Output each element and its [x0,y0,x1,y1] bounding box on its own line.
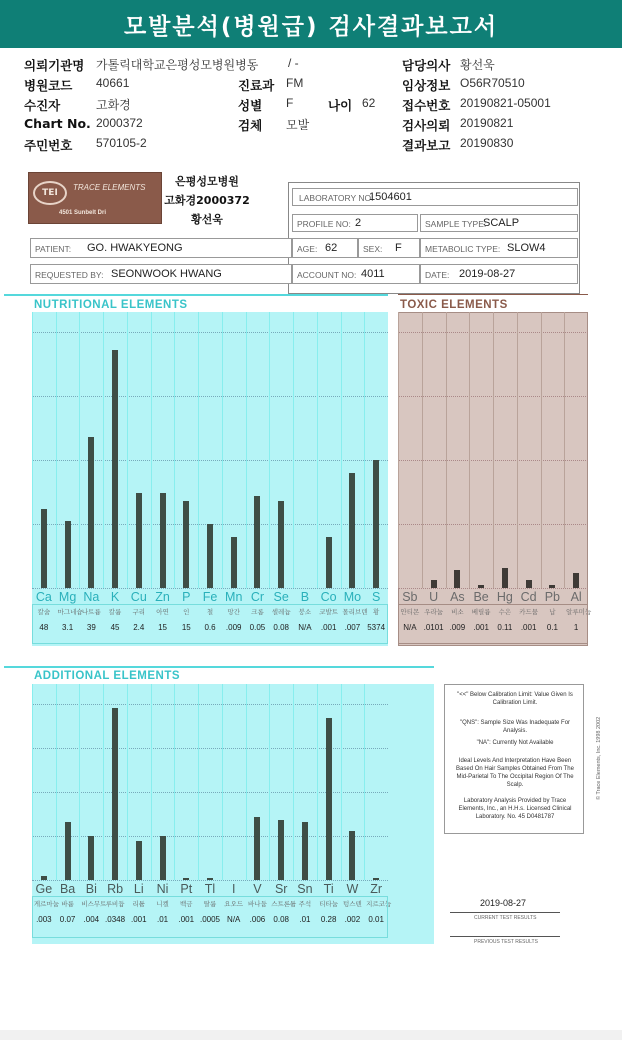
element-symbol-rb: Rb [107,882,124,896]
column-divider [341,312,342,588]
requested-value: SEONWOOK HWANG [111,268,222,280]
element-symbol-pb: Pb [544,590,561,604]
element-korean-u: 우라늄 [424,608,444,616]
column-divider [198,312,199,588]
clinical-info-value: O56R70510 [460,76,525,90]
element-value-u: .0101 [423,623,444,632]
column-divider [32,312,33,588]
result-rows-frame [32,604,388,644]
gridline [32,460,388,461]
element-symbol-bi: Bi [85,882,97,896]
bar-ba [65,822,71,880]
trace-elements-logo [28,172,162,224]
report-date-value: 20190830 [460,136,514,150]
gridline [32,332,388,333]
patient-box [30,238,292,258]
column-divider [293,684,294,880]
element-value-sr: 0.08 [273,915,289,924]
result-rows-frame [398,604,592,644]
element-korean-mg: 마그네슘 [57,608,83,616]
request-date-label: 검사의뢰 [402,118,451,133]
element-symbol-se: Se [273,590,289,604]
bar-ge [41,876,47,880]
element-korean-se: 셀레늄 [271,608,291,616]
bar-ti [326,718,332,880]
department-value: FM [286,76,304,90]
institution-label: 의뢰기관명 [24,58,85,73]
element-symbol-s: S [371,590,381,604]
element-symbol-pt: Pt [180,882,193,896]
report-sex-label: SEX: [363,244,383,254]
patient-info-panel [0,50,622,154]
lab-report-scan [0,160,622,1030]
column-divider [103,684,104,880]
element-value-be: .001 [473,623,489,632]
note-na: "NA": Currently Not Available [476,740,554,746]
receipt-no-value: 20190821-05001 [460,96,551,110]
bar-zr [373,878,379,880]
metabolic-box [420,238,578,258]
element-symbol-hg: Hg [496,590,513,604]
element-symbol-sr: Sr [274,882,288,896]
bar-s [373,460,379,588]
stamp-line-2: 고화경2000372 [164,194,250,207]
institution-value: 가톨릭대학교은평성모병원병동 [96,58,259,72]
report-title: 모발분석(병원급) 검사결과보고서 [0,0,622,48]
element-value-ti: 0.28 [320,915,337,924]
sign-caption-previous: PREVIOUS TEST RESULTS [474,939,538,945]
gridline [32,836,388,837]
examinee-value: 고화경 [96,98,131,112]
bar-sr [278,820,284,880]
bar-w [349,831,355,880]
element-value-pb: 0.1 [546,623,558,632]
account-label: ACCOUNT NO: [297,270,357,280]
hospital-stamp [164,172,250,230]
bottom-strip [0,1030,622,1040]
clinical-info-label: 임상정보 [402,78,451,93]
element-symbol-co: Co [320,590,337,604]
gridline [32,880,388,881]
column-divider [246,684,247,880]
sex-label: 성별 [238,98,263,113]
bar-ni [160,836,166,880]
column-divider [469,312,470,588]
element-symbol-cd: Cd [520,590,537,604]
column-divider [127,312,128,588]
element-symbol-mg: Mg [58,590,77,604]
column-divider [151,312,152,588]
column-divider [174,312,175,588]
element-korean-s: 황 [372,608,380,616]
toxic-chart [398,312,592,646]
bar-mo [349,473,355,588]
examinee-label: 수진자 [24,98,61,113]
patient-label: PATIENT: [35,244,72,254]
element-symbol-w: W [346,882,359,896]
column-divider [246,312,247,588]
column-divider [422,312,423,588]
element-korean-mn: 망간 [227,608,240,616]
stamp-line-3: 황선욱 [191,213,223,226]
element-symbol-ni: Ni [156,882,169,896]
logo-emblem-icon: TEI [33,181,67,205]
bar-mg [65,521,71,588]
chart-no-label: Chart No. [24,116,91,131]
sign-line [450,912,560,913]
date-box [420,264,578,284]
bar-li [136,841,142,880]
report-age-label: AGE: [297,244,318,254]
requested-box [30,264,292,284]
element-korean-ni: 니켈 [156,900,169,908]
sign-date: 2019-08-27 [480,898,527,908]
bar-bi [88,836,94,880]
bar-na [88,437,94,588]
bar-pb [549,585,555,588]
element-value-sn: .01 [299,915,311,924]
element-value-mo: .007 [344,623,361,632]
note-qns: "QNS": Sample Size Was Inadequate For Analysis. [459,720,571,734]
element-korean-zr: 지르코늄 [366,900,392,908]
department-label: 진료과 [238,78,275,93]
element-korean-sb: 안티몬 [400,608,420,616]
report-sex-value: F [395,242,402,254]
date-label: DATE: [425,270,450,280]
element-value-li: .001 [131,915,147,924]
patient-value: GO. HWAKYEONG [87,242,183,254]
element-value-se: 0.08 [273,623,289,632]
element-symbol-zr: Zr [370,882,383,896]
stamp-line-1: 은평성모병원 [175,175,239,188]
column-divider [364,684,365,880]
bar-v [254,817,260,880]
element-korean-hg: 수은 [498,608,512,616]
column-divider [541,312,542,588]
element-korean-ba: 바륨 [61,900,74,908]
element-value-al: 1 [573,623,579,632]
element-korean-tl: 탈륨 [203,900,217,908]
element-symbol-cr: Cr [250,590,265,604]
profile-label: PROFILE NO: [297,219,351,229]
lab-no-value: 1504601 [369,191,412,203]
bar-hg [502,568,508,588]
note-ideal-levels: Ideal Levels And Interpretation Have Been Based On Hair Samples Obtained From The Mid-Parietal To The Occipital Region Of The Scalp. [456,758,574,788]
column-divider [222,684,223,880]
element-value-na: 39 [86,623,96,632]
bar-pt [183,878,189,880]
element-value-k: 45 [110,623,120,632]
element-symbol-cu: Cu [130,590,147,604]
element-symbol-ca: Ca [35,590,52,604]
request-date-value: 20190821 [460,116,514,130]
element-value-sb: N/A [403,623,417,632]
element-symbol-zn: Zn [155,590,170,604]
column-divider [446,312,447,588]
gridline [398,588,588,589]
element-korean-be: 베릴륨 [471,608,491,616]
bar-ca [41,509,47,588]
element-korean-mo: 몰리브덴 [342,608,368,616]
element-symbol-al: Al [570,590,582,604]
date-value: 2019-08-27 [459,268,516,280]
bar-se [278,501,284,588]
report-date-label: 결과보고 [402,138,451,153]
copyright: © Trace Elements, Inc. 1998 2002 [596,716,602,800]
element-korean-fe: 철 [206,608,214,616]
column-divider [32,684,33,880]
column-divider [56,312,57,588]
bar-tl [207,878,213,880]
nutritional-title: NUTRITIONAL ELEMENTS [34,299,188,311]
element-symbol-ba: Ba [59,882,76,896]
doctor-value: 황선욱 [460,58,495,72]
sample-type-label: SAMPLE TYPE: [425,219,487,229]
element-korean-co: 코발트 [319,608,339,616]
gridline [32,748,388,749]
additional-title: ADDITIONAL ELEMENTS [34,670,181,682]
column-divider [293,312,294,588]
column-divider [103,312,104,588]
gridline [32,704,388,705]
element-korean-i: 요오드 [224,900,244,908]
bar-k [112,350,118,588]
element-value-cu: 2.4 [133,623,145,632]
element-korean-ge: 게르마늄 [33,900,59,908]
nutritional-rule [4,294,388,296]
sex-value: F [286,96,294,110]
column-divider [56,684,57,880]
element-korean-ca: 칼슘 [37,608,51,616]
gridline [32,588,388,589]
element-korean-k: 칼륨 [108,608,122,616]
specimen-label: 검체 [238,118,263,133]
element-korean-cd: 카드뮴 [519,608,539,616]
bar-sn [302,822,308,880]
doctor-label: 담당의사 [402,58,451,73]
gridline [32,792,388,793]
column-divider [398,312,399,588]
element-value-mg: 3.1 [62,623,74,632]
result-rows-frame [32,896,392,938]
element-korean-sr: 스트론튬 [271,900,297,908]
element-symbol-b: B [300,590,310,604]
sample-type-value: SCALP [483,217,520,229]
element-value-pt: .001 [178,915,195,924]
institution-ward: / - [288,56,299,70]
column-divider [517,312,518,588]
metabolic-label: METABOLIC TYPE: [425,244,501,254]
element-korean-cr: 크롬 [251,608,264,616]
requested-label: REQUESTED BY: [35,270,104,280]
element-symbol-i: I [231,882,236,896]
element-value-ni: .01 [156,915,169,924]
note-laboratory: Laboratory Analysis Provided by Trace Elements, Inc., an H.H.s. Licensed Clinical Laboratory. No. 45 D0481787 [458,798,572,820]
column-divider [198,684,199,880]
element-value-co: .001 [320,623,337,632]
bar-co [326,537,332,588]
sex-box [358,238,420,258]
element-value-i: N/A [227,915,241,924]
account-value: 4011 [361,268,385,280]
additional-chart [32,684,392,944]
element-symbol-be: Be [473,590,489,604]
additional-rule [4,666,434,668]
logo-address: 4501 Sunbelt Dri [59,210,107,216]
toxic-title: TOXIC ELEMENTS [400,299,508,311]
column-divider [79,684,80,880]
age-box [292,238,358,258]
element-value-s: 5374 [367,623,386,632]
bar-al [573,573,579,588]
element-korean-rb: 루비듐 [105,900,125,908]
bar-as [454,570,460,588]
column-divider [364,312,365,588]
column-divider [269,312,270,588]
notes-box [444,684,584,834]
column-divider [493,312,494,588]
element-value-v: .006 [249,915,266,924]
receipt-no-label: 접수번호 [402,98,451,113]
account-box [292,264,420,284]
element-value-as: .009 [449,623,466,632]
bar-fe [207,524,213,588]
element-value-ge: .003 [36,915,52,924]
age-value: 62 [362,96,376,110]
resident-no-label: 주민번호 [24,138,73,153]
element-symbol-u: U [429,590,439,604]
element-symbol-k: K [110,590,120,604]
element-korean-as: 비소 [451,608,464,616]
bar-be [478,585,484,588]
column-divider [127,684,128,880]
element-korean-w: 텅스텐 [342,900,362,908]
element-korean-pt: 백금 [179,900,193,908]
column-divider [341,684,342,880]
element-value-p: 15 [181,623,191,632]
column-divider [174,684,175,880]
element-symbol-v: V [253,882,262,896]
hospital-code-value: 40661 [96,76,130,90]
element-korean-p: 인 [183,608,190,616]
element-symbol-sb: Sb [402,590,418,604]
element-symbol-ti: Ti [323,882,334,896]
element-value-zr: 0.01 [368,915,384,924]
element-value-mn: .009 [225,623,242,632]
bar-mn [231,537,237,588]
element-symbol-p: P [182,590,191,604]
sign-caption-current: CURRENT TEST RESULTS [474,915,537,921]
bar-p [183,501,189,588]
element-korean-zn: 아연 [156,608,169,616]
logo-text: TRACE ELEMENTS [73,183,146,192]
sample-type-box [420,214,578,232]
report-age-value: 62 [325,242,338,254]
element-value-ba: 0.07 [59,915,76,924]
element-korean-cu: 구리 [132,608,146,616]
column-divider [79,312,80,588]
profile-value: 2 [355,217,362,229]
element-value-rb: .0348 [105,915,126,924]
element-symbol-li: Li [133,882,144,896]
bar-zn [160,493,166,588]
bar-rb [112,708,118,880]
bar-cd [526,580,532,588]
element-value-tl: .0005 [199,915,221,924]
element-korean-bi: 비스무트 [81,900,107,908]
element-value-ca: 48 [39,623,49,632]
element-korean-na: 나트륨 [81,608,101,616]
element-korean-al: 알루미늄 [566,608,592,616]
column-divider [222,312,223,588]
element-value-zn: 15 [158,623,167,632]
element-value-w: .002 [344,915,361,924]
element-symbol-sn: Sn [297,882,313,896]
element-korean-ti: 티타늄 [319,900,339,908]
element-korean-v: 바나듐 [248,900,267,908]
column-divider [317,312,318,588]
element-symbol-mo: Mo [343,590,362,604]
element-symbol-mn: Mn [225,590,243,604]
lab-no-box [292,188,578,206]
element-symbol-ge: Ge [35,882,53,896]
element-korean-sn: 주석 [298,900,312,908]
element-symbol-na: Na [83,590,100,604]
element-value-fe: 0.6 [204,623,216,632]
element-korean-li: 리튬 [132,900,146,908]
element-korean-pb: 납 [549,608,556,616]
nutritional-chart [32,312,388,646]
note-calibration: "<<" Below Calibration Limit: Value Given Is Calibration Limit. [457,692,573,706]
column-divider [269,684,270,880]
toxic-rule [398,294,588,295]
hospital-code-label: 병원코드 [24,78,73,93]
element-value-hg: 0.11 [497,623,513,632]
column-divider [564,312,565,588]
sign-line-previous [450,936,560,937]
column-divider [317,684,318,880]
chart-no-value: 2000372 [96,116,143,130]
element-symbol-as: As [450,590,465,604]
profile-box [292,214,418,232]
specimen-value: 모발 [286,118,310,132]
element-korean-b: 붕소 [298,608,312,616]
lab-no-label: LABORATORY NO: [299,193,374,203]
gridline [32,396,388,397]
element-value-cr: 0.05 [249,623,266,632]
column-divider [151,684,152,880]
element-symbol-fe: Fe [202,590,218,604]
bar-u [431,580,437,588]
resident-no-value: 570105-2 [96,136,147,150]
element-value-b: N/A [298,623,312,632]
bar-cu [136,493,142,588]
bar-cr [254,496,260,588]
element-value-bi: .004 [83,915,100,924]
element-symbol-tl: Tl [204,882,216,896]
metabolic-value: SLOW4 [507,242,546,254]
element-value-cd: .001 [520,623,537,632]
age-label: 나이 [328,98,353,113]
